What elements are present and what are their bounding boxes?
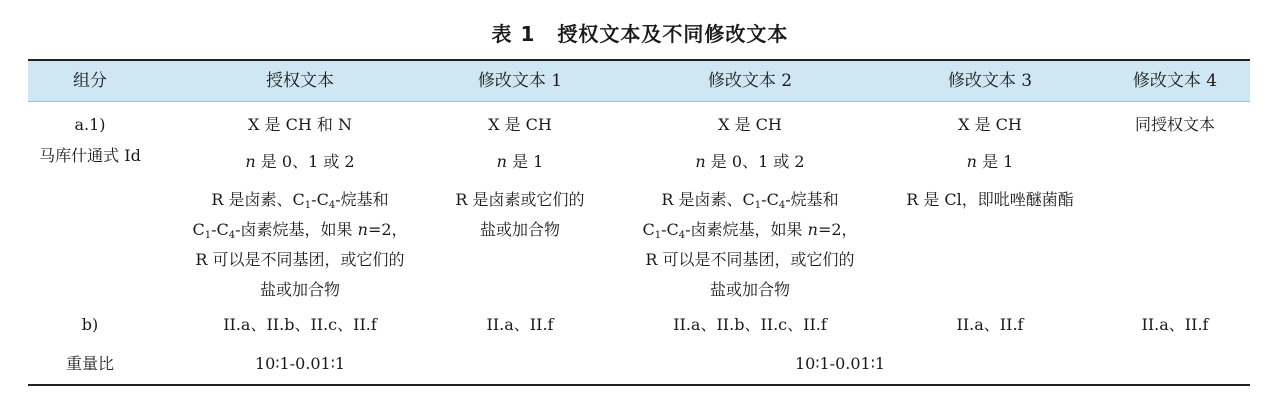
mod4-note: 同授权文本 xyxy=(1134,115,1215,134)
mod1-n-text: 是 1 xyxy=(512,152,544,171)
row-a-label: a.1) xyxy=(74,115,106,134)
subscript: 1 xyxy=(754,200,762,211)
mod2-x-line: X 是 CH xyxy=(718,115,782,134)
header-mod2: 修改文本 2 xyxy=(707,71,793,91)
subscript: 4 xyxy=(778,200,786,211)
mod3-n-line xyxy=(890,147,1090,176)
row-a-sublabel: 马库什通式 Id xyxy=(39,146,141,165)
modified-ratio: 10∶1-0.01∶1 xyxy=(794,354,886,373)
text-fragment: -C xyxy=(761,190,779,209)
header-granted: 授权文本 xyxy=(266,71,334,91)
text-fragment: -C xyxy=(311,190,329,209)
header-component: 组分 xyxy=(73,71,107,91)
mod1-r-line-1: R 是卤素或它们的 xyxy=(455,190,585,209)
table-bottom-rule xyxy=(28,384,1250,386)
granted-n-text: 是 0、1 或 2 xyxy=(260,152,355,171)
mod2-r-line-4: 盐或加合物 xyxy=(709,280,790,299)
mod2-r-line-1 xyxy=(620,185,880,214)
text-fragment: -卤素烷基，如果 xyxy=(235,220,358,239)
mod2-n-line xyxy=(620,147,880,176)
row-b-label: b) xyxy=(81,315,99,334)
table-title xyxy=(0,18,1280,47)
subscript: 4 xyxy=(678,230,686,241)
text-fragment: -烷基和 xyxy=(785,190,839,209)
granted-r-line-3: R 可以是不同基团，或它们的 xyxy=(195,250,405,269)
mod2-r-line-3: R 可以是不同基团，或它们的 xyxy=(645,250,855,269)
ratio-label: 重量比 xyxy=(65,354,114,373)
header-mod1: 修改文本 1 xyxy=(477,71,563,91)
header-mod4: 修改文本 4 xyxy=(1132,71,1218,91)
mod1-x-line: X 是 CH xyxy=(488,115,552,134)
subscript: 1 xyxy=(654,230,662,241)
text-fragment: -卤素烷基，如果 xyxy=(685,220,808,239)
mod3-n-text: 是 1 xyxy=(982,152,1014,171)
text-fragment: C xyxy=(192,220,205,239)
subscript: 1 xyxy=(304,200,312,211)
n-symbol: n xyxy=(695,152,706,171)
granted-x-line: X 是 CH 和 N xyxy=(248,115,352,134)
n-symbol: n xyxy=(357,220,368,239)
granted-n-line xyxy=(170,147,430,176)
text-fragment: R 是卤素、C xyxy=(661,190,755,209)
mod1-row-b: II.a、II.f xyxy=(486,315,554,334)
mod2-n-text: 是 0、1 或 2 xyxy=(710,152,805,171)
text-fragment: -C xyxy=(211,220,229,239)
granted-r-line-1 xyxy=(170,185,430,214)
granted-r-line-2 xyxy=(170,215,430,244)
subscript: 1 xyxy=(204,230,212,241)
text-fragment: -烷基和 xyxy=(335,190,389,209)
mod4-row-b: II.a、II.f xyxy=(1141,315,1209,334)
mod1-n-line xyxy=(440,147,600,176)
subscript: 4 xyxy=(328,200,336,211)
granted-row-b: II.a、II.b、II.c、II.f xyxy=(223,315,377,334)
text-fragment: C xyxy=(642,220,655,239)
mod1-r-line-2: 盐或加合物 xyxy=(479,220,560,239)
subscript: 4 xyxy=(228,230,236,241)
granted-r-line-4: 盐或加合物 xyxy=(259,280,340,299)
text-fragment: R 是卤素、C xyxy=(211,190,305,209)
table-number: 表 1 xyxy=(491,22,536,46)
n-symbol: n xyxy=(807,220,818,239)
text-fragment: =2， xyxy=(817,220,858,239)
mod3-x-line: X 是 CH xyxy=(958,115,1022,134)
text-fragment: =2， xyxy=(367,220,408,239)
n-symbol: n xyxy=(966,152,977,171)
mod3-row-b: II.a、II.f xyxy=(956,315,1024,334)
text-fragment: -C xyxy=(661,220,679,239)
granted-ratio: 10∶1-0.01∶1 xyxy=(254,354,346,373)
mod2-row-b: II.a、II.b、II.c、II.f xyxy=(673,315,827,334)
mod2-r-line-2 xyxy=(620,215,880,244)
mod3-r-line-1: R 是 Cl，即吡唑醚菌酯 xyxy=(906,190,1074,209)
n-symbol: n xyxy=(245,152,256,171)
n-symbol: n xyxy=(496,152,507,171)
table-caption: 授权文本及不同修改文本 xyxy=(557,22,789,46)
header-mod3: 修改文本 3 xyxy=(947,71,1033,91)
